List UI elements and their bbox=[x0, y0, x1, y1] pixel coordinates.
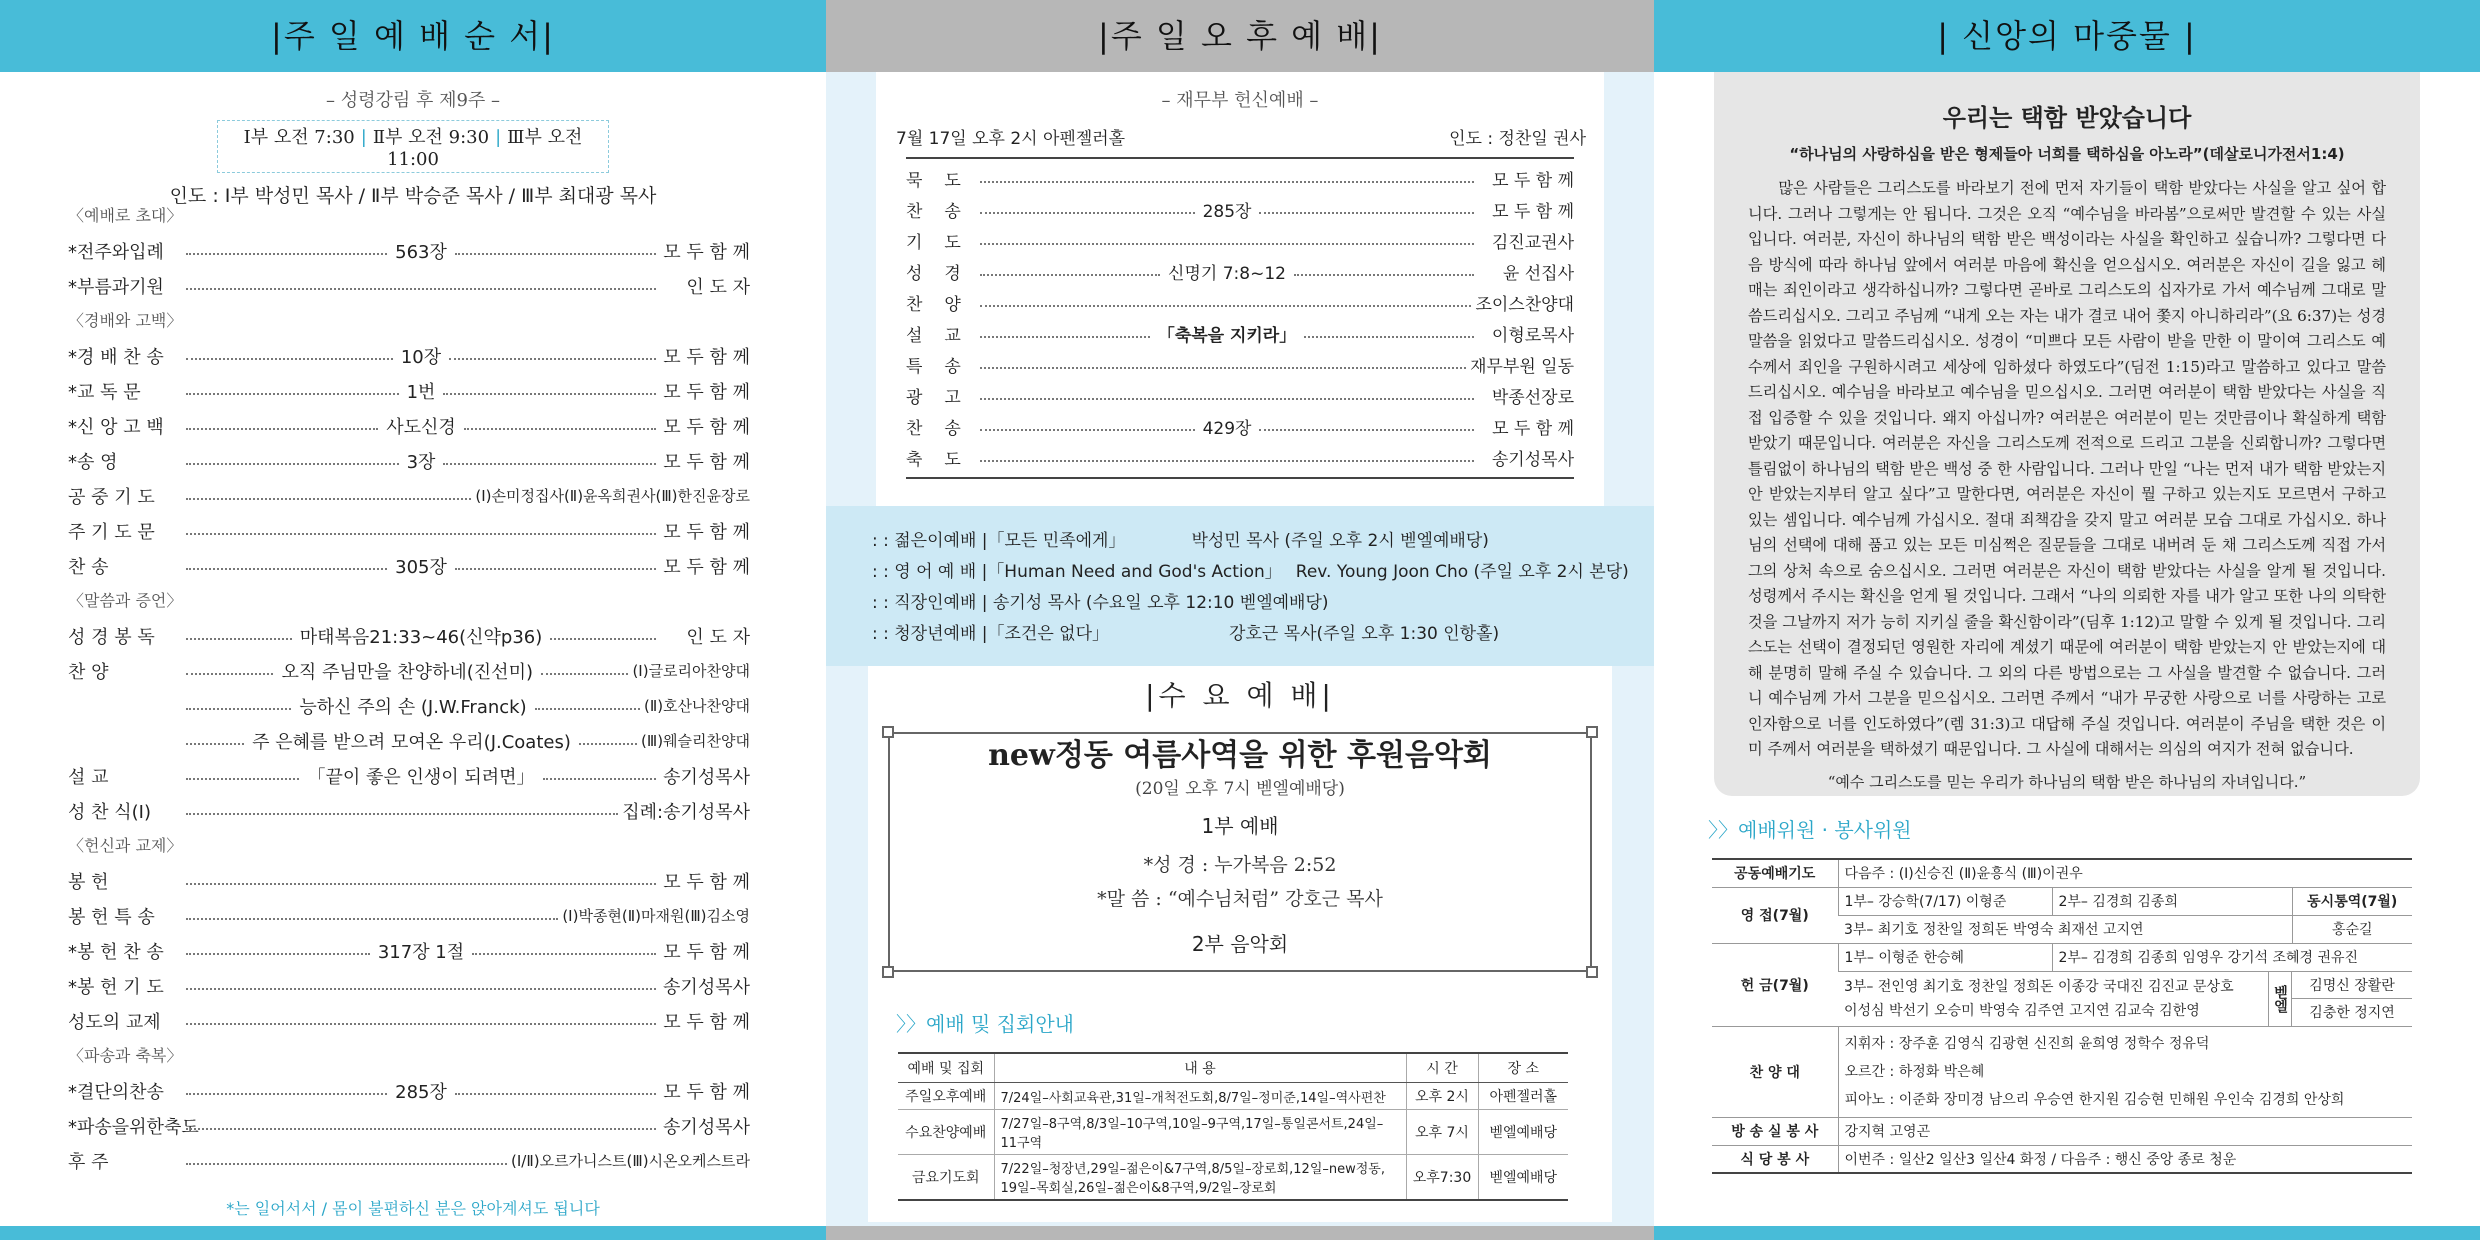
afternoon-info: 7월 17일 오후 2시 아펜젤러홀 인도 : 정찬일 권사 bbox=[896, 129, 1586, 149]
order-row: 찬양 조이스찬양대 bbox=[906, 295, 1574, 315]
order-row: 묵도 모 두 함 께 bbox=[906, 171, 1574, 191]
table-row: 3부– 최기호 정찬일 정희돈 박영숙 최재선 고지연 홍순길 bbox=[1712, 915, 2412, 943]
order-row: 봉 헌 특 송 (Ⅰ)박종현(Ⅱ)마재원(Ⅲ)김소영 bbox=[68, 906, 750, 928]
order-row: 설 교 「끝이 좋은 인생이 되려면」 송기성목사 bbox=[68, 766, 751, 788]
time-2: Ⅱ부 오전 9:30 bbox=[372, 127, 490, 148]
devotional-box bbox=[1714, 72, 2420, 796]
order-row: 특송 재무부원 일동 bbox=[906, 357, 1574, 377]
order-row: *송 영 3장 모 두 함 께 bbox=[68, 451, 750, 473]
col1-header: |주 일 예 배 순 서| bbox=[0, 0, 826, 72]
order-row: *경 배 찬 송 10장 모 두 함 께 bbox=[68, 346, 751, 368]
section-worship: 〈경배와 고백〉 bbox=[68, 311, 183, 330]
afternoon-subtitle: – 재무부 헌신예배 – bbox=[1161, 90, 1319, 111]
service-times: Ⅰ부 오전 7:30 | Ⅱ부 오전 9:30 | Ⅲ부 오전 11:00 bbox=[217, 120, 609, 173]
col2-footer-bar bbox=[826, 1226, 1654, 1240]
order-row: 찬 양 오직 주님만을 찬양하네(진선미) (Ⅰ)글로리아찬양대 bbox=[68, 661, 750, 683]
volunteers-title: 〉〉예배위원 · 봉사위원 bbox=[1708, 818, 1912, 842]
devotional-title: 우리는 택함 받았습니다 bbox=[1942, 103, 2192, 132]
other-services bbox=[826, 506, 1654, 666]
order-row: 성 찬 식(Ⅰ) 집례:송기성목사 bbox=[68, 801, 750, 823]
afternoon-order-list bbox=[906, 157, 1574, 473]
col-head: 시 간 bbox=[1406, 1053, 1478, 1083]
table-row: 금요기도회 7/22일–청장년,29일–젊은이&7구역,8/5일–장로회,12일–new정동, 19일–목회실,26일–젊은이&8구역,9/2일–장로회 오후7:30 벧엘예배당 bbox=[898, 1155, 1568, 1201]
order-row: *신 앙 고 백 사도신경 모 두 함 께 bbox=[68, 416, 750, 438]
service-line: : : 젊은이예배 |「모든 민족에게」 박성민 목사 (주일 오후 2시 벧엘예배당) bbox=[872, 531, 1489, 551]
sunday-afternoon-worship bbox=[826, 0, 1654, 1240]
table-row: 헌 금(7월) 1부– 이형준 한승혜 2부– 김경희 김종희 임영우 강기석 조혜경 권유진 bbox=[1712, 943, 2412, 971]
time-1: Ⅰ부 오전 7:30 bbox=[243, 127, 355, 148]
order-row: 후 주 (Ⅰ/Ⅱ)오르가니스트(Ⅲ)시온오케스트라 bbox=[68, 1151, 750, 1173]
order-row: *전주와입례 563장 모 두 함 께 bbox=[68, 241, 750, 263]
order-row: 주 기 도 문 모 두 함 께 bbox=[68, 521, 750, 543]
order-row: 성 경 봉 독 마태복음21:33~46(신약p36) 인 도 자 bbox=[68, 626, 750, 648]
wednesday-header: |수 요 예 배| bbox=[1145, 679, 1335, 712]
concert-title: new정동 여름사역을 위한 후원음악회 bbox=[868, 730, 1612, 774]
col-head: 내 용 bbox=[994, 1053, 1406, 1083]
order-row: *봉 헌 기 도 송기성목사 bbox=[68, 976, 750, 998]
table-row: 식 당 봉 사 이번주 : 일산2 일산3 일산4 화정 / 다음주 : 행신 중앙 종로 청운 bbox=[1712, 1145, 2412, 1173]
col-head: 예배 및 집회 bbox=[898, 1053, 994, 1083]
order-row: *결단의찬송 285장 모 두 함 께 bbox=[68, 1081, 750, 1103]
devotional-body: 많은 사람들은 그리스도를 바라보기 전에 먼저 자기들이 택함 받았다는 사실을 알고 싶어 합니다. 그러나 그렇게는 안 됩니다. 그것은 오직 “예수님을 바라봄”으로써만 발견할 수 있는 사실입니다. 여러분, 자신이 하나님의 택함 받은 백성이라는 사실을 확인하고 싶습니까? 그렇다면 다음 방식에 따라 하나님 앞에서 여러분 마음에 확신을 얻으십시오. 여러분은 자신이 길을 잃고 헤매는 죄인이라고 생각하십니까? 그렇다면 곧바로 그리스도의 십자가로 가서 예수님께 그대로 말씀드리십시오. 그리고 주님께 “내게 오는 자는 내가 결코 내어 쫓지 아니하리라”(요 6:37)는 성경 말씀을 읽었다고 말씀드리십시오. 성경이 “미쁘다 모든 사람이 받을 만한 이 말이여 그리스도 예수께서 죄인을 구원하시려고 세상에 임하셨다 하였도다”(딤전 1:15)라고 말씀하고 있다고 말씀드리십시오. 예수님을 바라보고 예수님을 믿으십시오. 그러면 여러분이 택함 받았다는 사실을 직접 입증할 수 있을 것입니다. 왜지 아십니까? 여러분은 여러분이 믿는 것만큼이나 확실하게 택함 받았기 때문입니다. 여러분은 자신을 그리스도께 전적으로 드리고 그분을 신뢰합니까? 그렇다면 틀림없이 하나님의 택함 받은 백성 중 한 사람입니다. 그러나 만일 “나는 먼저 내가 택함 받았는지 안 받았는지부터 알고 싶다”고 말한다면, 여러분은 자신이 뭘 구하고 있는지도 모르면서 구하고 있는 셈입니다. 예수님께 가십시오. 절대 죄책감을 갖지 말고 여러분 모습 그대로 가십시오. 하나님의 선택에 대해 품고 있는 모든 미심쩍은 질문들을 그대로 내버려 둔 채 그리스도께 직접 가서 그의 상처 속으로 숨으십시오. 그러면 여러분은 자신이 택함 받았다는 사실을 알게 될 것입니다. 성령께서 주시는 확신을 얻게 될 것입니다. 그래서 “나의 의뢰한 자를 내가 알고 또한 나의 의탁한 것을 그날까지 저가 능히 지키실 줄을 확신함이라”(딤후 1:12)고 말할 수 있게 될 것입니다. 그리스도는 선택이 결정되던 영원한 자리에 계셨기 때문에 여러분이 택함 받았는지 안 받았는지에 대해 분명히 말해 주실 수 있습니다. 그 외의 다른 방법으로는 그 사실을 발견할 수 없습니다. 그러니 예수님께 가서 그분을 믿으십시오. 그러면 주께서 “내가 무궁한 사랑으로 너를 사랑하는 고로 인자함으로 너를 인도하였다”(렘 31:3)고 대답해 주실 것입니다. 여러분이 주님을 택한 것은 이미 주께서 여러분을 택하셨기 때문입니다. 그 사실에 대해서는 의심의 여지가 전혀 없습니다. bbox=[1748, 179, 2386, 758]
table-row: 공동예배기도 다음주 : (Ⅰ)신승진 (Ⅱ)윤흥식 (Ⅲ)이권우 bbox=[1712, 859, 2412, 887]
devotional-verse: “하나님의 사랑하심을 받은 형제들아 너희를 택하심을 아노라”(데살로니가전서1:4) bbox=[1789, 145, 2345, 163]
bethel-label: 벧엘 bbox=[2268, 972, 2292, 1026]
order-row: 설교 「축복을 지키라」 이형로목사 bbox=[906, 326, 1575, 346]
standing-note: *는 일어서서 / 몸이 불편하신 분은 앉아계셔도 됩니다 bbox=[226, 1199, 600, 1218]
section-offering: 〈헌신과 교제〉 bbox=[68, 836, 183, 855]
worship-order-list bbox=[68, 198, 750, 1178]
col-head: 장 소 bbox=[1478, 1053, 1568, 1083]
table-row: 주일오후예배 7/24일–사회교육관,31일–개척전도회,8/7일–정미준,14일–역사편찬 오후 2시 아펜젤러홀 bbox=[898, 1083, 1568, 1110]
order-row: 능하신 주의 손 (J.W.Franck) (Ⅱ)호산나찬양대 bbox=[68, 688, 750, 723]
table-row: 영 접(7월) 1부– 강승학(7/17) 이형준 2부– 김경희 김종희 동시통역(7월) bbox=[1712, 887, 2412, 915]
section-word: 〈말씀과 증언〉 bbox=[68, 591, 183, 610]
order-row: 광고 박종선장로 bbox=[906, 388, 1574, 408]
order-row: 성경 신명기 7:8~12 윤 선집사 bbox=[906, 264, 1574, 284]
order-row: *봉 헌 찬 송 317장 1절 모 두 함 께 bbox=[68, 941, 750, 963]
order-row: 성도의 교제 모 두 함 께 bbox=[68, 1011, 750, 1033]
part-1: 1부 예배 bbox=[1201, 814, 1279, 838]
afternoon-panel bbox=[826, 72, 1654, 506]
col2-header: |주 일 오 후 예 배| bbox=[826, 0, 1654, 72]
order-row: 찬송 429장 모 두 함 께 bbox=[906, 419, 1574, 439]
gathering-title: 〉〉예배 및 집회안내 bbox=[896, 1012, 1074, 1036]
volunteers-table bbox=[1712, 858, 2412, 1174]
table-row: 찬 양 대 지휘자 : 장주훈 김영식 김광현 신진희 윤희영 정학수 정유덕 오르간 : 하정화 박은혜 피아노 : 이준화 장미경 남으리 우승연 한지원 김승현 민해원 우인숙 김경희 안상희 bbox=[1712, 1026, 2412, 1117]
col1-subtitle: – 성령강림 후 제9주 – bbox=[325, 90, 501, 111]
order-row: 찬 송 305장 모 두 함 께 bbox=[68, 556, 750, 578]
order-row: 주 은혜를 받으려 모여온 우리(J.Coates) (Ⅲ)웨슬리찬양대 bbox=[68, 723, 750, 758]
verse-scripture: *성 경 : 누가복음 2:52 bbox=[1143, 854, 1337, 876]
order-row: 찬송 285장 모 두 함 께 bbox=[906, 202, 1574, 222]
order-row: 축도 송기성목사 bbox=[906, 450, 1574, 470]
col3-header: | 신앙의 마중물 | bbox=[1654, 0, 2480, 72]
faith-devotional bbox=[1654, 0, 2480, 1240]
wednesday-panel bbox=[826, 666, 1654, 1240]
time-3: Ⅲ부 오전 11:00 bbox=[387, 127, 583, 170]
sunday-worship-order bbox=[0, 0, 826, 1240]
order-row: *교 독 문 1번 모 두 함 께 bbox=[68, 381, 750, 403]
service-line: : : 청장년예배 |「조건은 없다」 강호근 목사(주일 오후 1:30 인항홀) bbox=[872, 624, 1500, 644]
order-row: 기도 김진교권사 bbox=[906, 233, 1574, 253]
col3-footer-bar bbox=[1654, 1226, 2480, 1240]
table-row: 수요찬양예배 7/27일–8구역,8/3일–10구역,10일–9구역,17일–통일콘서트,24일–11구역 오후 7시 벧엘예배당 bbox=[898, 1110, 1568, 1155]
section-sending: 〈파송과 축복〉 bbox=[68, 1046, 183, 1065]
part-2: 2부 음악회 bbox=[1191, 932, 1289, 956]
verse-sermon: *말 씀 : “예수님처럼” 강호근 목사 bbox=[1097, 888, 1383, 910]
gathering-table bbox=[898, 1052, 1568, 1201]
service-line: : : 영 어 예 배 |「Human Need and God's Action」 Rev. Young Joon Cho (주일 오후 2시 본당) bbox=[872, 562, 1629, 582]
concert-time: (20일 오후 7시 벧엘예배당) bbox=[1135, 779, 1345, 799]
devotional-closing: “예수 그리스도를 믿는 우리가 하나님의 택함 받은 하나님의 자녀입니다.” bbox=[1827, 772, 2307, 791]
table-row: 3부– 전인영 최기호 정찬일 정희돈 이종강 국대진 김진교 문상호 이성심 박선기 오승미 박영숙 김주연 고지연 김교숙 김한영 벧엘 김명신 장활란 김충한 정지연 bbox=[1712, 971, 2412, 1026]
service-leaders: 인도 : Ⅰ부 박성민 목사 / Ⅱ부 박승준 목사 / Ⅲ부 최대광 목사 bbox=[169, 185, 657, 207]
service-line: : : 직장인예배 | 송기성 목사 (수요일 오후 12:10 벧엘예배당) bbox=[872, 593, 1329, 613]
order-row: 봉 헌 모 두 함 께 bbox=[68, 871, 750, 893]
col1-footer-bar bbox=[0, 1226, 826, 1240]
section-invitation: 〈예배로 초대〉 bbox=[68, 206, 183, 225]
order-row: 공 중 기 도 (Ⅰ)손미정집사(Ⅱ)윤옥희권사(Ⅲ)한진윤장로 bbox=[68, 486, 750, 508]
order-row: *부름과기원 인 도 자 bbox=[68, 276, 750, 298]
table-row: 방 송 실 봉 사 강지혁 고영곤 bbox=[1712, 1117, 2412, 1145]
order-row: *파송을위한축도 송기성목사 bbox=[68, 1116, 750, 1138]
